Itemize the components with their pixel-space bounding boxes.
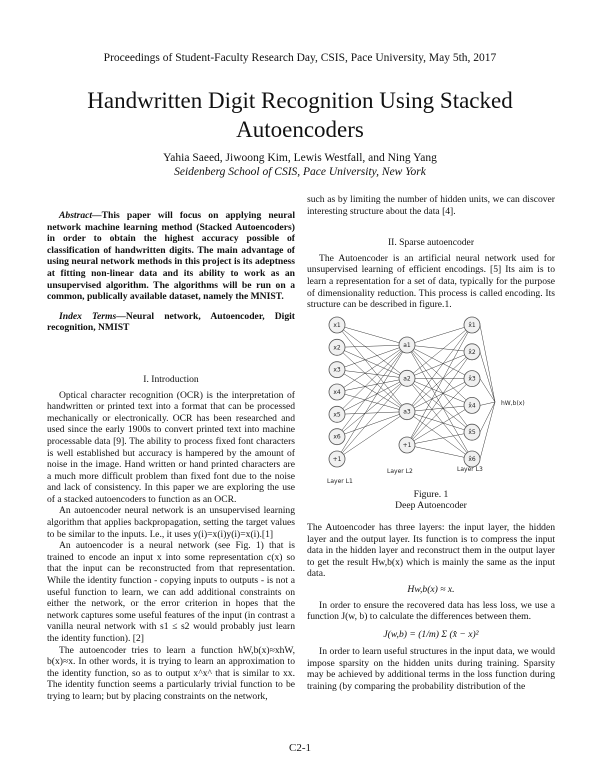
input-node-label: x6: [333, 433, 341, 441]
network-edge: [407, 405, 472, 445]
network-edge: [407, 378, 472, 411]
paper-title: Handwritten Digit Recognition Using Stacked Autoencoders: [87, 88, 513, 142]
index-terms-label: Index Terms—: [59, 310, 126, 322]
index-terms: [47, 311, 295, 334]
abstract-text: This paper will focus on applying neural network machine learning method (Stacked Autoencoders) in order to obtain the highest accuracy possible of classification of handwritten digits. The main advantage of using neural network methods in this project is its adeptness at fitting non-linear data and its ability to work as an unsupervised algorithm. The algorithms will be run on a common, publically available dataset, namely the MNIST.: [47, 210, 295, 303]
intro-paragraph-2: An autoencoder neural network is an unsupervised learning algorithm that applies backpropagation, setting the target values to be similar to the inputs. I.e., it uses y(i)=x(i)y(i)=x(i).[1]: [47, 505, 295, 540]
output-node-label: x̂6: [468, 455, 476, 463]
continued-paragraph: such as by limiting the number of hidden units, we can discover interesting structure about the data [4].: [307, 194, 555, 217]
output-node-label: x̂3: [468, 375, 476, 383]
input-node-label: +1: [332, 455, 342, 463]
hidden-node-label: a1: [403, 341, 411, 349]
network-edge: [407, 352, 472, 412]
network-edge: [407, 325, 472, 378]
hidden-node-label: a3: [403, 408, 411, 416]
hidden-node-label: +1: [402, 441, 412, 449]
authors: Yahia Saeed, Jiwoong Kim, Lewis Westfall, and Ning Yang: [163, 152, 437, 164]
network-edge: [407, 345, 472, 459]
network-edge: [407, 325, 472, 345]
input-node-label: x4: [333, 388, 341, 396]
network-edge: [337, 378, 407, 436]
output-edge: [480, 402, 495, 405]
network-edge: [337, 345, 407, 437]
sparse-paragraph-1: The Autoencoder is an artificial neural network used for unsupervised learning of efficient encodings. [5] Its aim is to learn a representation for a set of data, typically for the purpose of dimensionality reduction. This process is called encoding. Its structure can be described in figure.1.: [307, 252, 555, 311]
layer-3-label: Layer L3: [457, 465, 483, 473]
network-edge: [337, 345, 407, 414]
right-column: [307, 194, 555, 693]
network-edge: [337, 369, 407, 378]
output-node-label: x̂2: [468, 348, 476, 356]
left-column: [47, 210, 295, 703]
hidden-node-label: a2: [403, 375, 411, 383]
section-1-heading: I. Introduction: [143, 373, 199, 385]
network-edge: [407, 378, 472, 405]
figure-caption-number: Figure. 1: [413, 488, 449, 500]
section-2-heading: II. Sparse autoencoder: [387, 237, 475, 249]
network-edge: [337, 411, 407, 414]
network-edge: [407, 345, 472, 405]
output-node-label: x̂1: [468, 321, 476, 329]
layer-1-label: Layer L1: [327, 477, 353, 485]
network-edge: [407, 345, 472, 352]
network-edge: [407, 325, 472, 445]
input-node-label: x5: [333, 411, 341, 419]
network-edge: [407, 411, 472, 432]
network-edge: [337, 345, 407, 370]
sparse-paragraph-4: In order to learn useful structures in the input data, we would impose sparsity on the hidden units during training. Sparsity may be achieved by additional terms in the loss function during training (by comparing the probability distribution of the: [307, 646, 555, 693]
output-edge: [480, 402, 495, 432]
network-edge: [407, 352, 472, 379]
intro-paragraph-3: An autoencoder is a neural network (see Fig. 1) that is trained to encode an input x into some representation c(x) so that the input can be reconstructed from that representation. While the identity function - copying inputs to outputs - is not a useful function to learn, we can add additional constraints on either the network, or the error criterion in hopes that the network captures some useful features of the input (in contrast a vanilla neural network with s1 ≤ s2 would probably just learn the identity function). [2]: [47, 540, 295, 644]
input-node-label: x1: [333, 321, 341, 329]
output-edge: [480, 352, 495, 402]
network-edge: [337, 345, 407, 347]
proceedings-header: Proceedings of Student-Faculty Research Day, CSIS, Pace University, May 5th, 2017: [103, 52, 497, 64]
output-edge: [480, 402, 495, 459]
equation-1: Hw,b(x) ≈ x.: [407, 583, 455, 595]
network-edge: [337, 325, 407, 378]
network-edge: [407, 432, 472, 445]
intro-paragraph-1: Optical character recognition (OCR) is the interpretation of handwritten or printed text into a format that can be processed mechanically or electronically. OCR has been researched and used since the early 1900s to convert printed text into machine processable data [9]. The ability to process fixed font characters is well established but accuracy is hampered by the amount of noise in the image. Hand written or hand printed characters are a much more difficult problem than fixed font due to the noise and lack of consistency. In this paper we are exploring the use of a stacked autoencoders to function as an OCR.: [47, 389, 295, 505]
abstract-label: Abstract—: [59, 210, 102, 221]
output-node-label: x̂5: [468, 428, 476, 436]
index-terms-text: Neural network, Autoencoder, Digit recognition, NMIST: [47, 310, 295, 334]
network-edge: [337, 325, 407, 345]
page-number: C2-1: [289, 742, 311, 754]
figure-caption-title: Deep Autoencoder: [395, 500, 467, 512]
intro-paragraph-4: The autoencoder tries to learn a function hW,b(x)≈xhW, b(x)≈x. In other words, it is trying to learn an approximation to the identity function, so as to output x^x^ that is similar to xx. The identity function seems a particularly trivial function to be trying to learn; but by placing constraints on the network,: [47, 644, 295, 702]
affiliation: Seidenberg School of CSIS, Pace University, New York: [174, 166, 426, 178]
autoencoder-diagram: [307, 315, 555, 487]
abstract: [47, 210, 295, 303]
sparse-paragraph-2: The Autoencoder has three layers: the input layer, the hidden layer and the output layer. Its function is to compress the input data in the hidden layer and reconstruct them in the output layer to get the result Hw,b(x) which is mainly the same as the input data.: [307, 521, 555, 580]
equation-2: J(w,b) = (1/m) Σ (x̂ − x)²: [383, 628, 479, 640]
output-label: hW,b(x): [501, 399, 525, 407]
layer-2-label: Layer L2: [387, 467, 413, 475]
input-node-label: x3: [333, 366, 341, 374]
output-node-label: x̂4: [468, 402, 476, 410]
network-edge: [407, 405, 472, 411]
network-edge: [407, 378, 472, 432]
sparse-paragraph-3: In order to ensure the recovered data has less loss, we use a function J(w, b) to calculate the differences between them.: [307, 599, 555, 623]
network-edge: [337, 411, 407, 436]
input-node-label: x2: [333, 344, 341, 352]
